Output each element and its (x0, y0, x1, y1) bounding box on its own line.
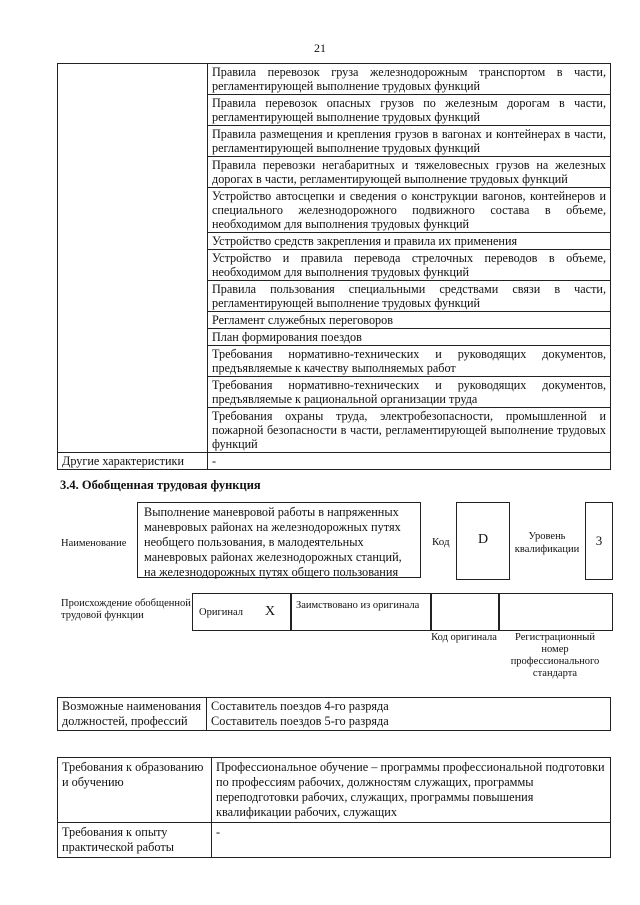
page-number: 21 (314, 41, 326, 55)
empty-left-cell (58, 126, 208, 157)
code-label: Код (432, 536, 450, 548)
requirements-table (57, 757, 611, 858)
other-characteristics-label: Другие характеристики (58, 453, 208, 470)
empty-left-cell (58, 64, 208, 95)
knowledge-row (58, 346, 611, 377)
empty-left-cell (58, 312, 208, 329)
name-label: Наименование (61, 538, 127, 549)
knowledge-item: Правила пользования специальными средствами связи в части, регламентирующей выполнение трудовых функций (208, 281, 611, 312)
reg-number-label: Регистрационный номер профессионального стандарта (510, 632, 600, 679)
education-label: Требования к образованию и обучению (58, 758, 212, 823)
empty-left-cell (58, 95, 208, 126)
knowledge-item: Правила перевозок груза железнодорожным транспортом в части, регламентирующей выполнение трудовых функций (208, 64, 611, 95)
position-item: Составитель поездов 5-го разряда (211, 714, 389, 728)
code-box (456, 502, 510, 580)
knowledge-row (58, 126, 611, 157)
original-mark: X (265, 604, 276, 619)
position-item: Составитель поездов 4-го разряда (211, 699, 389, 713)
borrowed-cell (290, 593, 432, 631)
code-original-cell (430, 593, 500, 631)
empty-left-cell (58, 233, 208, 250)
positions-label: Возможные наименования должностей, профессий (58, 698, 207, 731)
knowledge-item: Устройство средств закрепления и правила их применения (208, 233, 611, 250)
knowledge-item: Правила перевозки негабаритных и тяжеловесных грузов на железных дорогах в части, регламентирующей выполнение трудовых функций (208, 157, 611, 188)
function-name-box: Выполнение маневровой работы в напряженных маневровых районах на железнодорожных путях необщего пользования, в малодеятельных маневровых районах железнодорожных станций, на железнодорожных путях общего пользования (137, 502, 421, 578)
education-value: Профессиональное обучение – программы профессиональной подготовки по профессиям рабочих, должностям служащих, программы переподготовки рабочих, служащих, программы повышения квалификации рабочих, служащих (212, 758, 611, 823)
knowledge-table (57, 63, 611, 470)
knowledge-item: Правила размещения и крепления грузов в вагонах и контейнерах в части, регламентирующей выполнение трудовых функций (208, 126, 611, 157)
knowledge-row (58, 281, 611, 312)
knowledge-row (58, 329, 611, 346)
reg-number-cell (498, 593, 613, 631)
knowledge-row (58, 188, 611, 233)
knowledge-item: Требования охраны труда, электробезопасности, промышленной и пожарной безопасности в части, регламентирующей выполнение трудовых функций (208, 408, 611, 453)
empty-left-cell (58, 329, 208, 346)
experience-label: Требования к опыту практической работы (58, 823, 212, 858)
level-value: 3 (595, 533, 603, 548)
knowledge-row (58, 233, 611, 250)
empty-left-cell (58, 157, 208, 188)
section-title: 3.4. Обобщенная трудовая функция (60, 478, 261, 492)
empty-left-cell (58, 408, 208, 453)
empty-left-cell (58, 281, 208, 312)
empty-left-cell (58, 346, 208, 377)
positions-table (57, 697, 611, 731)
other-characteristics-value: - (208, 453, 611, 470)
knowledge-row (58, 408, 611, 453)
borrowed-label: Заимствовано из оригинала (296, 600, 420, 611)
knowledge-row (58, 312, 611, 329)
other-characteristics-row (58, 453, 611, 470)
original-label: Оригинал (199, 607, 243, 618)
knowledge-item: Правила перевозок опасных грузов по железным дорогам в части, регламентирующей выполнение трудовых функций (208, 95, 611, 126)
knowledge-item: Устройство и правила перевода стрелочных переводов в объеме, необходимом для выполнения трудовых функций (208, 250, 611, 281)
code-value: D (477, 532, 489, 547)
knowledge-item: Требования нормативно-технических и руководящих документов, предъявляемые к качеству выполняемых работ (208, 346, 611, 377)
knowledge-row (58, 95, 611, 126)
level-label: Уровень квалификации (514, 531, 580, 555)
original-cell (192, 593, 292, 631)
knowledge-row (58, 64, 611, 95)
knowledge-item: Регламент служебных переговоров (208, 312, 611, 329)
level-box (585, 502, 613, 580)
experience-value: - (212, 823, 611, 858)
knowledge-item: План формирования поездов (208, 329, 611, 346)
knowledge-row (58, 157, 611, 188)
code-original-label: Код оригинала (431, 632, 497, 643)
empty-left-cell (58, 250, 208, 281)
empty-left-cell (58, 377, 208, 408)
knowledge-row (58, 377, 611, 408)
knowledge-row (58, 250, 611, 281)
empty-left-cell (58, 188, 208, 233)
origin-label: Происхождение обобщенной трудовой функции (61, 598, 191, 621)
positions-values (207, 698, 611, 731)
knowledge-item: Требования нормативно-технических и руководящих документов, предъявляемые к рациональной организации труда (208, 377, 611, 408)
knowledge-item: Устройство автосцепки и сведения о конструкции вагонов, контейнеров и специального железнодорожного подвижного состава в объеме, необходимом для выполнения трудовых функций (208, 188, 611, 233)
